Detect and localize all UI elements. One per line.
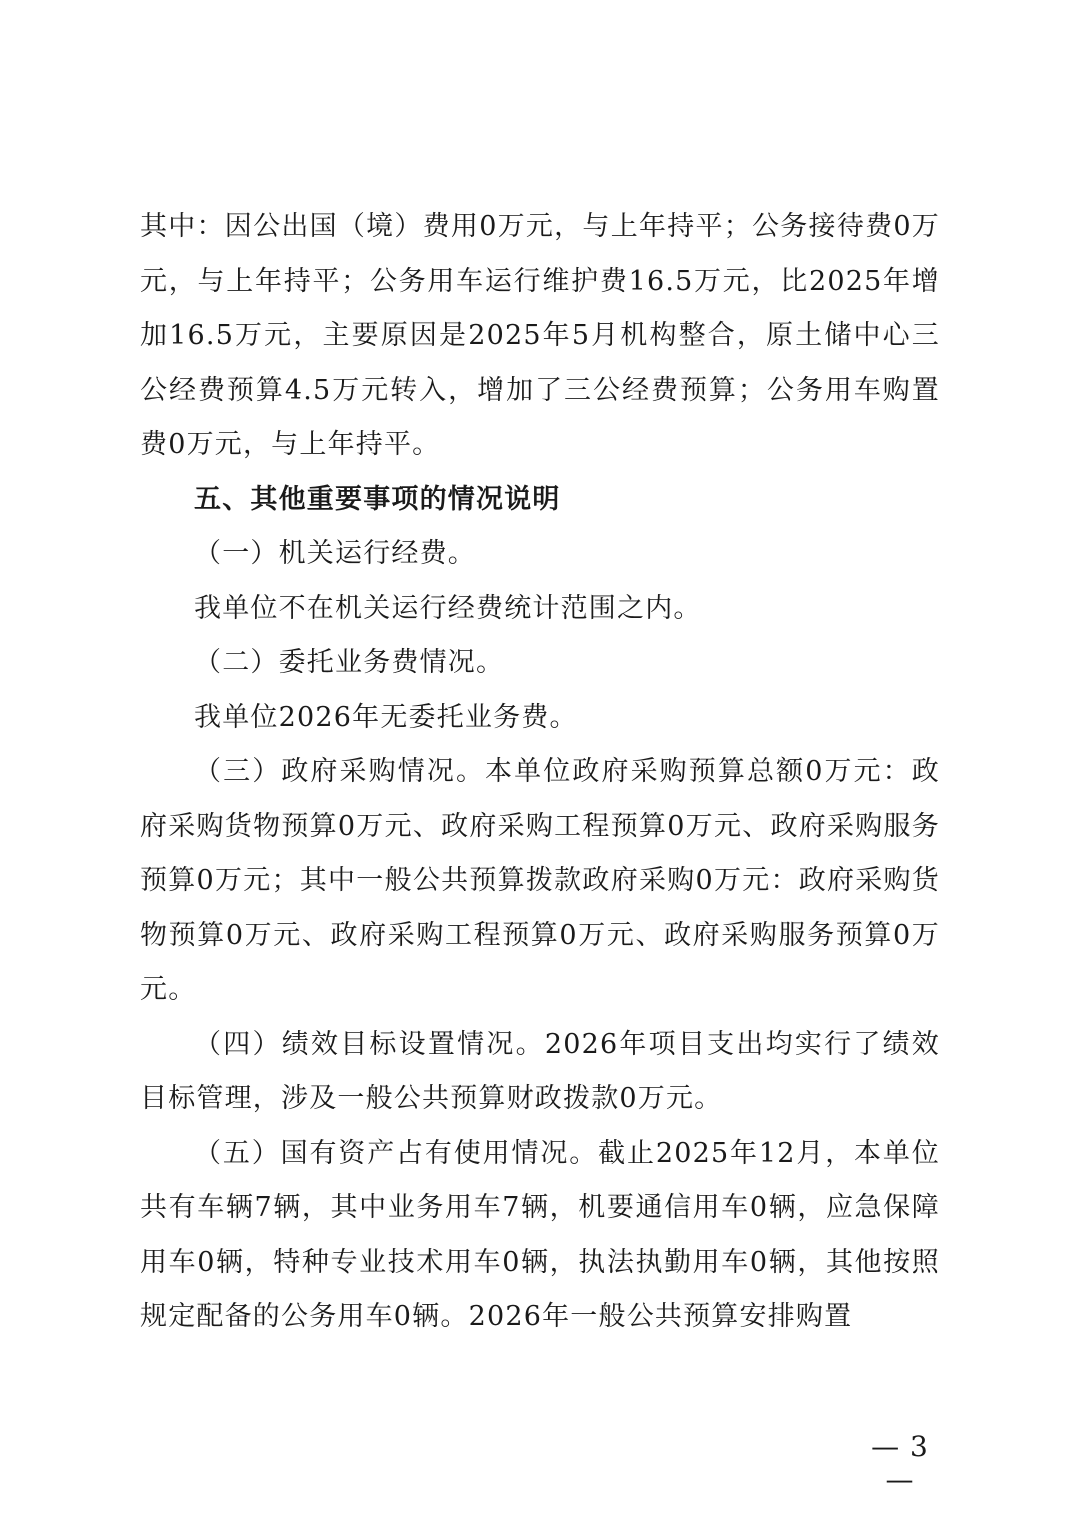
paragraph-entrusted-business: 我单位2026年无委托业务费。 bbox=[194, 701, 578, 733]
document-body bbox=[140, 200, 940, 1345]
section-heading-other-matters: 五、其他重要事项的情况说明 bbox=[194, 483, 561, 515]
subsection-heading-entrusted-business: （二）委托业务费情况。 bbox=[194, 647, 505, 678]
government-procurement-text: 本单位政府采购预算总额0万元：政府采购货物预算0万元、政府采购工程预算0万元、政府采购服务预算0万元；其中一般公共预算拨款政府采购0万元：政府采购货物预算0万元、政府采购工程预算0万元、政府采购服务预算0万元。 bbox=[140, 756, 940, 1005]
subsection-heading-government-procurement: （三）政府采购情况。 bbox=[194, 756, 486, 787]
state-assets-text: 截止2025年12月，本单位共有车辆7辆，其中业务用车7辆，机要通信用车0辆，应急保障用车0辆，特种专业技术用车0辆，执法执勤用车0辆，其他按照规定配备的公务用车0辆。2026年一般公共预算安排购置 bbox=[140, 1137, 940, 1332]
subsection-heading-state-assets: （五）国有资产占有使用情况。 bbox=[194, 1137, 599, 1169]
paragraph-state-assets bbox=[140, 1127, 940, 1345]
paragraph-three-public-expenses: 其中：因公出国（境）费用0万元，与上年持平；公务接待费0万元，与上年持平；公务用车运行维护费16.5万元，比2025年增加16.5万元，主要原因是2025年5月机构整合，原土储中心三公经费预算4.5万元转入，增加了三公经费预算；公务用车购置费0万元，与上年持平。 bbox=[140, 211, 940, 460]
paragraph-government-procurement bbox=[140, 745, 940, 1018]
paragraph-performance-targets bbox=[140, 1018, 940, 1127]
subsection-heading-operating-funds: （一）机关运行经费。 bbox=[194, 538, 476, 569]
performance-targets-text: 2026年项目支出均实行了绩效目标管理，涉及一般公共预算财政拨款0万元。 bbox=[140, 1028, 940, 1114]
subsection-heading-performance-targets: （四）绩效目标设置情况。 bbox=[194, 1028, 545, 1060]
page-number: — 3 — bbox=[871, 1430, 929, 1496]
paragraph-operating-funds: 我单位不在机关运行经费统计范围之内。 bbox=[194, 592, 702, 624]
